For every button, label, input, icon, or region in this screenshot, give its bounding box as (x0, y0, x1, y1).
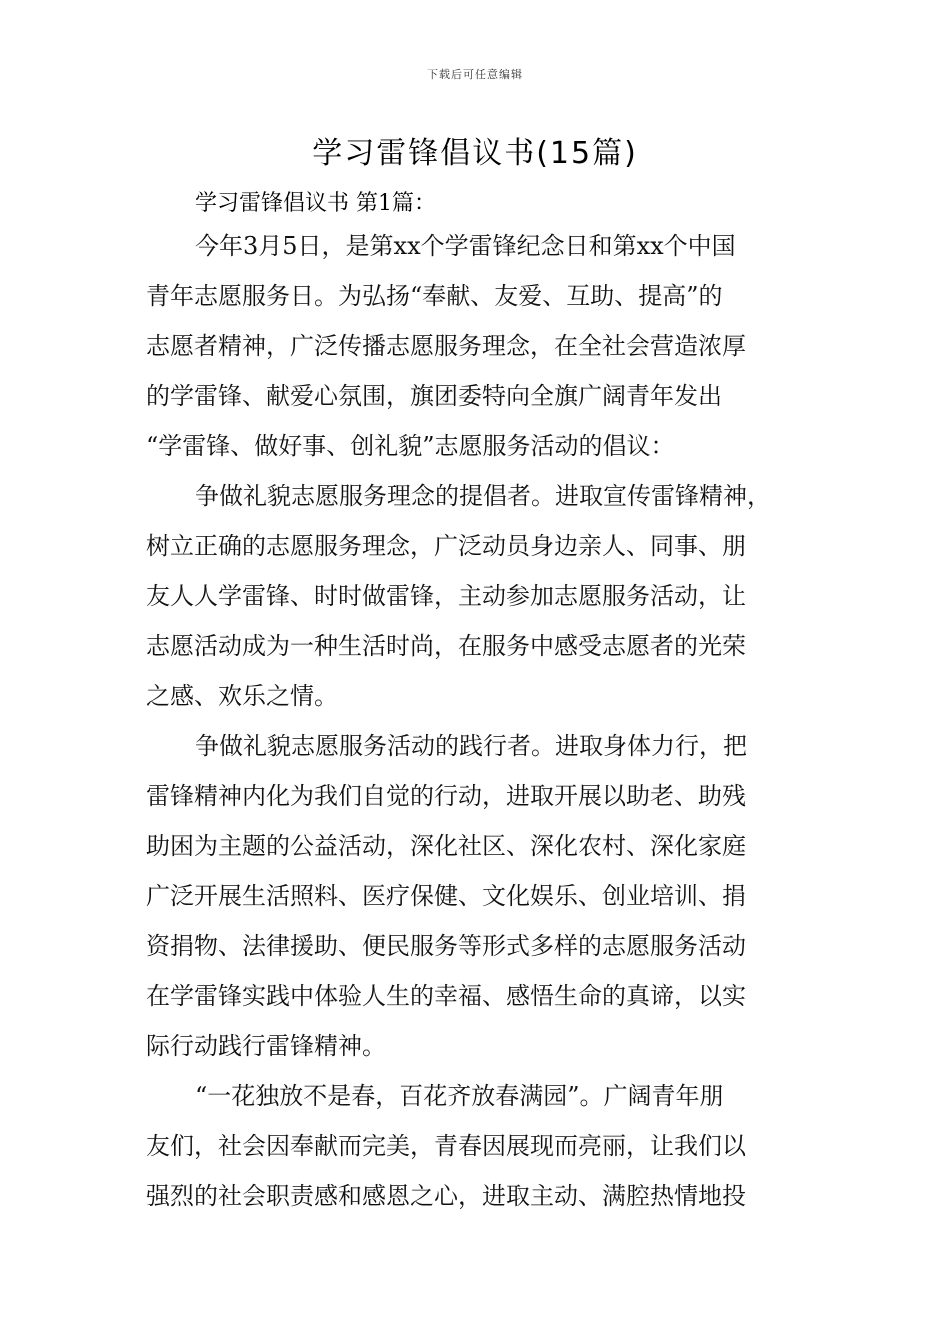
paragraph-line: 争做礼貌志愿服务活动的践行者。进取身体力行，把 (195, 732, 747, 760)
paragraph-line: 在学雷锋实践中体验人生的幸福、感悟生命的真谛，以实 (146, 982, 746, 1010)
document-title: 学习雷锋倡议书(15篇) (312, 136, 638, 171)
paragraph-line: 强烈的社会职责感和感恩之心，进取主动、满腔热情地投 (146, 1182, 746, 1210)
paragraph-line: 树立正确的志愿服务理念，广泛动员身边亲人、同事、朋 (146, 532, 746, 560)
paragraph-line: 青年志愿服务日。为弘扬“奉献、友爱、互助、提高”的 (146, 282, 723, 310)
paragraph-line: “学雷锋、做好事、创礼貌”志愿服务活动的倡议： (146, 432, 675, 460)
paragraph-line: 争做礼貌志愿服务理念的提倡者。进取宣传雷锋精神， (195, 482, 771, 510)
header-note: 下载后可任意编辑 (427, 68, 523, 81)
paragraph-line: 雷锋精神内化为我们自觉的行动，进取开展以助老、助残 (146, 782, 746, 810)
paragraph-line: 助困为主题的公益活动，深化社区、深化农村、深化家庭 (146, 832, 746, 860)
paragraph-line: 的学雷锋、献爱心氛围，旗团委特向全旗广阔青年发出 (146, 382, 722, 410)
paragraph-line: 志愿活动成为一种生活时尚，在服务中感受志愿者的光荣 (146, 632, 746, 660)
paragraph-line: 友人人学雷锋、时时做雷锋，主动参加志愿服务活动，让 (146, 582, 746, 610)
section-heading: 学习雷锋倡议书 第1篇： (195, 191, 436, 216)
paragraph-line: 广泛开展生活照料、医疗保健、文化娱乐、创业培训、捐 (146, 882, 746, 910)
paragraph-line: 资捐物、法律援助、便民服务等形式多样的志愿服务活动 (146, 932, 746, 960)
paragraph-line: 今年3月5日，是第xx个学雷锋纪念日和第xx个中国 (195, 232, 736, 260)
paragraph-line: 志愿者精神，广泛传播志愿服务理念，在全社会营造浓厚 (146, 332, 746, 360)
paragraph-line: 友们，社会因奉献而完美，青春因展现而亮丽，让我们以 (146, 1132, 746, 1160)
paragraph-line: 际行动践行雷锋精神。 (146, 1032, 386, 1060)
paragraph-line: “一花独放不是春，百花齐放春满园”。广阔青年朋 (195, 1082, 724, 1110)
paragraph-line: 之感、欢乐之情。 (146, 682, 338, 710)
